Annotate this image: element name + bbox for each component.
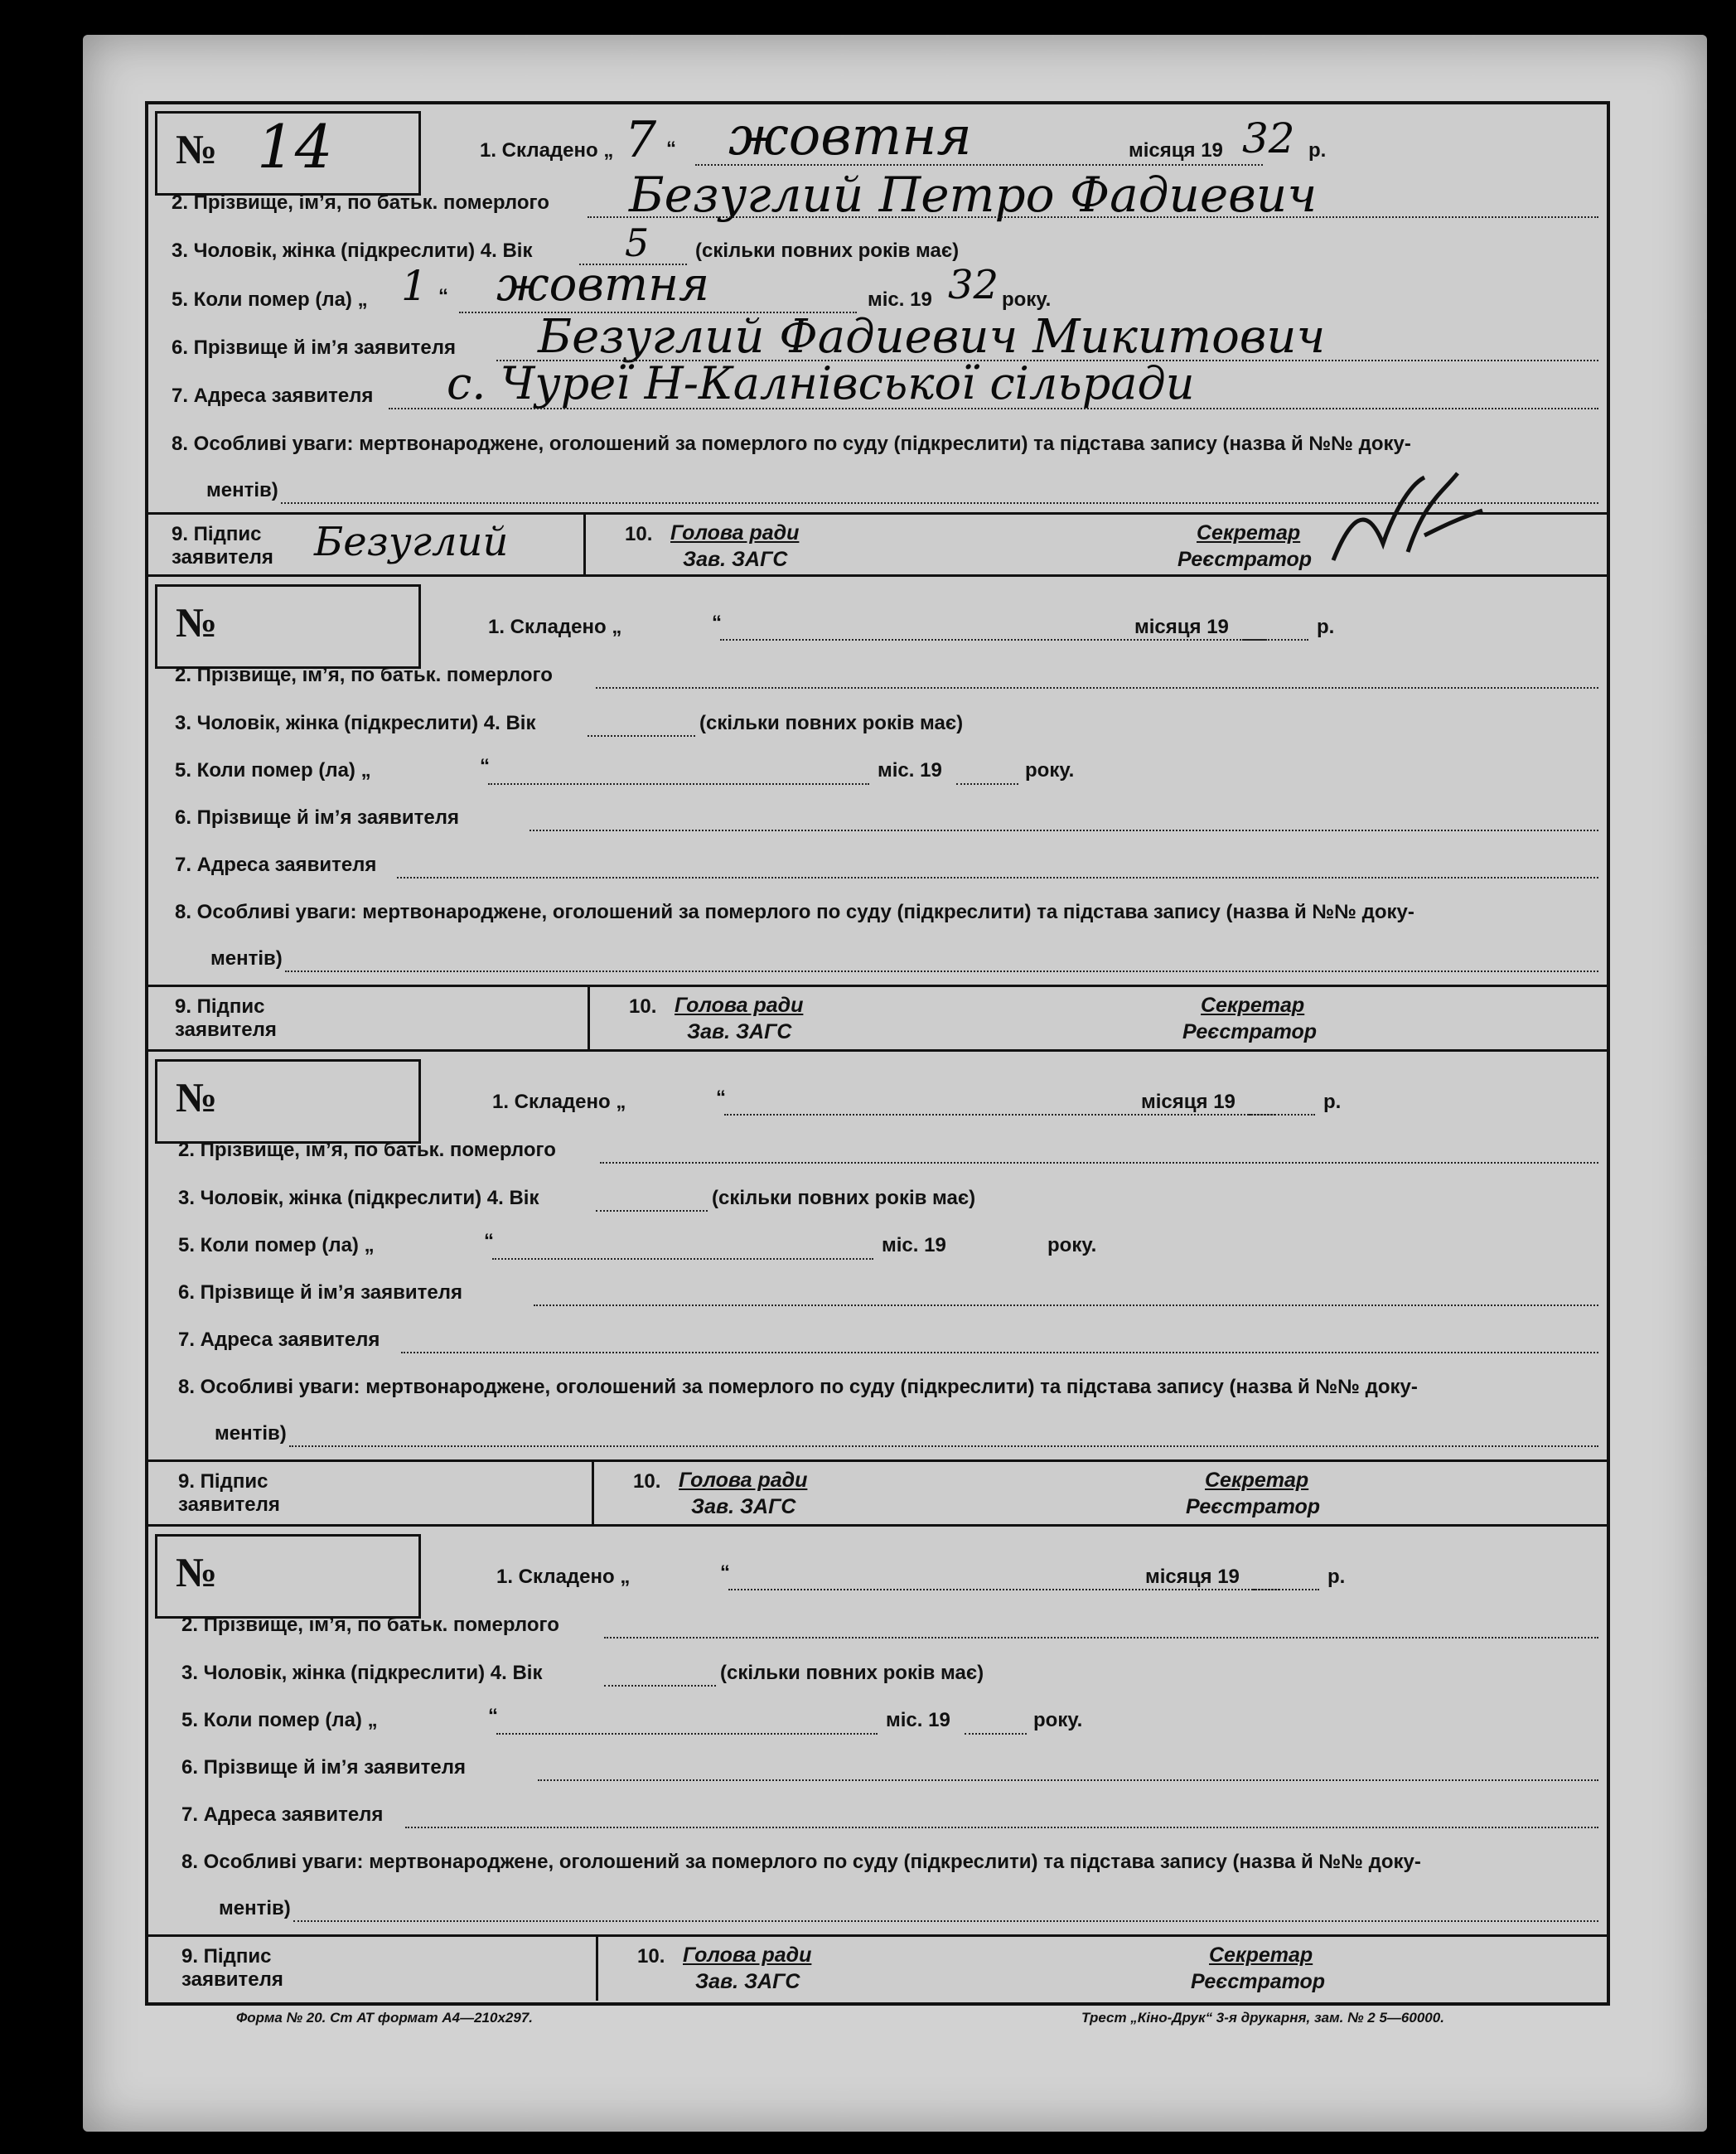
applicant-signature-label bbox=[172, 523, 273, 569]
entry-number-box bbox=[155, 111, 421, 196]
field10-number: 10. bbox=[633, 1470, 661, 1493]
compiled-r-label: р. bbox=[1308, 139, 1327, 162]
death-quote: “ bbox=[438, 285, 448, 307]
field-sex-age-label: 3. Чоловік, жінка (підкреслити) 4. Вік bbox=[178, 1187, 539, 1209]
applicant-name-line bbox=[534, 1305, 1598, 1306]
deceased-name-line bbox=[588, 216, 1598, 218]
compiled-year-line bbox=[1253, 1589, 1319, 1590]
number-sign: № bbox=[176, 1074, 218, 1121]
death-quote: “ bbox=[480, 755, 490, 777]
signature-divider bbox=[588, 985, 590, 1049]
official-signature-scribble bbox=[1317, 469, 1499, 577]
field-compiled-label: 1. Складено „ bbox=[480, 139, 614, 162]
record-entry-4 bbox=[148, 1524, 1607, 2002]
applicant-name-line bbox=[530, 830, 1598, 831]
compiled-month-label: місяця 19 bbox=[1141, 1091, 1236, 1113]
field10-number: 10. bbox=[629, 995, 657, 1018]
applicant-name-value: Безуглий Фадиевич Микитович bbox=[538, 310, 1326, 364]
applicant-signature-label bbox=[175, 995, 277, 1042]
applicant-signature-label bbox=[181, 1945, 283, 1992]
field-compiled-label: 1. Складено „ bbox=[492, 1091, 626, 1113]
chairman-label: Голова ради bbox=[683, 1943, 812, 1967]
record-entry-1 bbox=[148, 104, 1607, 577]
death-mis-label: міс. 19 bbox=[868, 288, 932, 311]
death-record-form bbox=[145, 101, 1610, 2006]
signature-row-divider bbox=[148, 1934, 1607, 1937]
compiled-quote: “ bbox=[716, 1087, 726, 1109]
notes-line bbox=[285, 971, 1598, 972]
field-death-date-label: 5. Коли помер (ла) „ bbox=[181, 1709, 378, 1731]
field-death-date-label: 5. Коли помер (ла) „ bbox=[178, 1234, 375, 1256]
compiled-month-label: місяця 19 bbox=[1145, 1566, 1240, 1588]
deceased-name-line bbox=[600, 1162, 1598, 1164]
entry-number-box bbox=[155, 1534, 421, 1619]
compiled-year-line bbox=[1249, 1114, 1315, 1116]
signature-label-line2: заявителя bbox=[175, 1019, 277, 1041]
field-applicant-label: 6. Прізвище й ім’я заявителя bbox=[181, 1756, 466, 1779]
form-footer-right: Трест „Кіно-Друк“ 3-я друкарня, зам. № 2 5—60000. bbox=[1081, 2010, 1444, 2026]
entry-number-box bbox=[155, 1059, 421, 1144]
signature-label-line2: заявителя bbox=[178, 1493, 280, 1516]
field-deceased-label: 2. Прізвище, ім’я, по батьк. померлого bbox=[178, 1139, 556, 1161]
zags-label: Зав. ЗАГС bbox=[683, 548, 788, 571]
death-day-value: 1 bbox=[401, 262, 428, 310]
death-mis-label: міс. 19 bbox=[882, 1234, 946, 1256]
form-footer-left: Форма № 20. Ст АТ формат А4—210х297. bbox=[236, 2010, 534, 2026]
death-month-value: жовтня bbox=[496, 258, 710, 312]
death-quote: “ bbox=[484, 1230, 494, 1252]
number-sign: № bbox=[176, 1549, 218, 1595]
death-year-line bbox=[965, 1733, 1027, 1735]
signature-label-line2: заявителя bbox=[181, 1968, 283, 1991]
number-sign: № bbox=[176, 599, 218, 646]
compiled-year-value: 32 bbox=[1242, 114, 1295, 162]
compiled-month-line bbox=[728, 1589, 1279, 1590]
field-sex-age-label: 3. Чоловік, жінка (підкреслити) 4. Вік bbox=[175, 712, 536, 734]
field-address-label: 7. Адреса заявителя bbox=[178, 1329, 380, 1351]
zags-label: Зав. ЗАГС bbox=[691, 1495, 796, 1518]
signature-label-line1: 9. Підпис bbox=[172, 523, 262, 545]
number-sign: № bbox=[176, 126, 218, 172]
field-sex-age-label: 3. Чоловік, жінка (підкреслити) 4. Вік bbox=[172, 240, 533, 262]
signature-divider bbox=[592, 1459, 594, 1524]
field-notes-label-cont: ментів) bbox=[206, 479, 278, 501]
field-sex-age-label: 3. Чоловік, жінка (підкреслити) 4. Вік bbox=[181, 1662, 543, 1684]
death-mis-label: міс. 19 bbox=[878, 759, 942, 782]
death-month-line bbox=[488, 783, 869, 785]
applicant-signature-label bbox=[178, 1470, 280, 1517]
field-applicant-label: 6. Прізвище й ім’я заявителя bbox=[178, 1281, 462, 1304]
field10-number: 10. bbox=[637, 1945, 665, 1968]
age-line bbox=[596, 1210, 708, 1212]
field-compiled-label: 1. Складено „ bbox=[496, 1566, 631, 1588]
signature-label-line1: 9. Підпис bbox=[178, 1470, 268, 1493]
registrar-label: Реєстратор bbox=[1182, 1020, 1318, 1043]
compiled-quote: “ bbox=[720, 1561, 730, 1584]
secretary-label: Секретар bbox=[1201, 994, 1305, 1017]
zags-label: Зав. ЗАГС bbox=[687, 1020, 792, 1043]
chairman-label: Голова ради bbox=[679, 1469, 808, 1492]
registrar-label: Реєстратор bbox=[1186, 1495, 1321, 1518]
field-notes-label: 8. Особливі уваги: мертвонароджене, оголошений за померлого по суду (підкреслити) та підстава запису (назва й №№ доку- bbox=[175, 901, 1414, 923]
registrar-label: Реєстратор bbox=[1177, 548, 1313, 571]
signature-divider bbox=[596, 1934, 598, 2001]
field-death-date-label: 5. Коли помер (ла) „ bbox=[172, 288, 368, 311]
compiled-month-label: місяця 19 bbox=[1134, 616, 1229, 638]
field-address-label: 7. Адреса заявителя bbox=[172, 385, 374, 407]
field10-number: 10. bbox=[625, 523, 653, 545]
compiled-day-value: 7 bbox=[625, 111, 657, 169]
address-line bbox=[405, 1827, 1598, 1828]
record-entry-3 bbox=[148, 1049, 1607, 1527]
field-notes-label: 8. Особливі уваги: мертвонароджене, оголошений за померлого по суду (підкреслити) та підстава запису (назва й №№ доку- bbox=[181, 1851, 1421, 1873]
address-line bbox=[397, 877, 1598, 879]
signature-row-divider bbox=[148, 1459, 1607, 1462]
death-roku-label: року. bbox=[1033, 1709, 1083, 1731]
death-roku-label: року. bbox=[1047, 1234, 1097, 1256]
registrar-label: Реєстратор bbox=[1191, 1970, 1326, 1993]
field-compiled bbox=[480, 139, 613, 162]
death-month-line bbox=[496, 1733, 878, 1735]
notes-line bbox=[293, 1920, 1598, 1922]
record-entry-2 bbox=[148, 574, 1607, 1052]
address-value: с. Чуреї Н-Калнівської сільради bbox=[447, 357, 1195, 409]
secretary-label: Секретар bbox=[1205, 1469, 1309, 1492]
age-suffix-label: (скільки повних років має) bbox=[699, 712, 964, 734]
compiled-month-label: місяця 19 bbox=[1129, 139, 1223, 162]
death-month-line bbox=[492, 1258, 873, 1260]
field-applicant-label: 6. Прізвище й ім’я заявителя bbox=[172, 336, 456, 359]
death-year-line bbox=[956, 783, 1018, 785]
compiled-r-label: р. bbox=[1327, 1566, 1346, 1588]
chairman-label: Голова ради bbox=[675, 994, 804, 1017]
field-notes-label-cont: ментів) bbox=[219, 1897, 291, 1919]
death-mis-label: міс. 19 bbox=[886, 1709, 950, 1731]
field-notes-label-cont: ментів) bbox=[215, 1422, 287, 1445]
deceased-name-line bbox=[596, 687, 1598, 689]
death-year-value: 32 bbox=[948, 262, 999, 308]
applicant-signature-value: Безуглий bbox=[314, 519, 509, 565]
field-applicant-label: 6. Прізвище й ім’я заявителя bbox=[175, 806, 459, 829]
field-address-label: 7. Адреса заявителя bbox=[175, 854, 377, 876]
zags-label: Зав. ЗАГС bbox=[695, 1970, 800, 1993]
compiled-month-line bbox=[695, 164, 1263, 166]
age-suffix-label: (скільки повних років має) bbox=[720, 1662, 984, 1684]
field-compiled-label: 1. Складено „ bbox=[488, 616, 622, 638]
secretary-label: Секретар bbox=[1197, 521, 1301, 545]
age-suffix-label: (скільки повних років має) bbox=[712, 1187, 976, 1209]
signature-label-line2: заявителя bbox=[172, 546, 273, 569]
field-death-date-label: 5. Коли помер (ла) „ bbox=[175, 759, 371, 782]
address-line bbox=[389, 408, 1598, 409]
compiled-r-label: р. bbox=[1317, 616, 1335, 638]
signature-row-divider bbox=[148, 985, 1607, 987]
address-line bbox=[401, 1352, 1598, 1353]
death-roku-label: року. bbox=[1025, 759, 1075, 782]
age-line bbox=[604, 1685, 716, 1687]
chairman-label: Голова ради bbox=[670, 521, 800, 545]
field-address-label: 7. Адреса заявителя bbox=[181, 1803, 384, 1826]
field-deceased-label: 2. Прізвище, ім’я, по батьк. померлого bbox=[175, 664, 553, 686]
signature-label-line1: 9. Підпис bbox=[181, 1945, 272, 1968]
applicant-name-line bbox=[538, 1779, 1598, 1781]
deceased-name-value: Безуглий Петро Фадиевич bbox=[629, 167, 1318, 223]
compiled-quote: “ bbox=[666, 138, 676, 160]
notes-line bbox=[289, 1445, 1598, 1447]
entry-number-value: 14 bbox=[257, 112, 333, 182]
compiled-r-label: р. bbox=[1323, 1091, 1342, 1113]
field-notes-label: 8. Особливі уваги: мертвонароджене, оголошений за померлого по суду (підкреслити) та підстава запису (назва й №№ доку- bbox=[172, 433, 1411, 455]
compiled-year-line bbox=[1242, 639, 1308, 641]
age-value: 5 bbox=[625, 220, 650, 265]
death-roku-label: року. bbox=[1002, 288, 1052, 311]
signature-label-line1: 9. Підпис bbox=[175, 995, 265, 1018]
age-suffix-label: (скільки повних років має) bbox=[695, 240, 960, 262]
field-notes-label-cont: ментів) bbox=[210, 947, 283, 970]
age-line bbox=[588, 735, 695, 737]
compiled-month-line bbox=[724, 1114, 1275, 1116]
compiled-month-line bbox=[720, 639, 1267, 641]
field-deceased-label: 2. Прізвище, ім’я, по батьк. померлого bbox=[181, 1614, 559, 1636]
deceased-name-line bbox=[604, 1637, 1598, 1638]
signature-divider bbox=[583, 512, 586, 574]
field-notes-label: 8. Особливі уваги: мертвонароджене, оголошений за померлого по суду (підкреслити) та підстава запису (назва й №№ доку- bbox=[178, 1376, 1418, 1398]
compiled-quote: “ bbox=[712, 612, 722, 634]
entry-number-box bbox=[155, 584, 421, 669]
secretary-label: Секретар bbox=[1209, 1943, 1313, 1967]
field-deceased-label: 2. Прізвище, ім’я, по батьк. померлого bbox=[172, 191, 549, 214]
death-quote: “ bbox=[488, 1705, 498, 1727]
compiled-month-value: жовтня bbox=[728, 106, 972, 167]
